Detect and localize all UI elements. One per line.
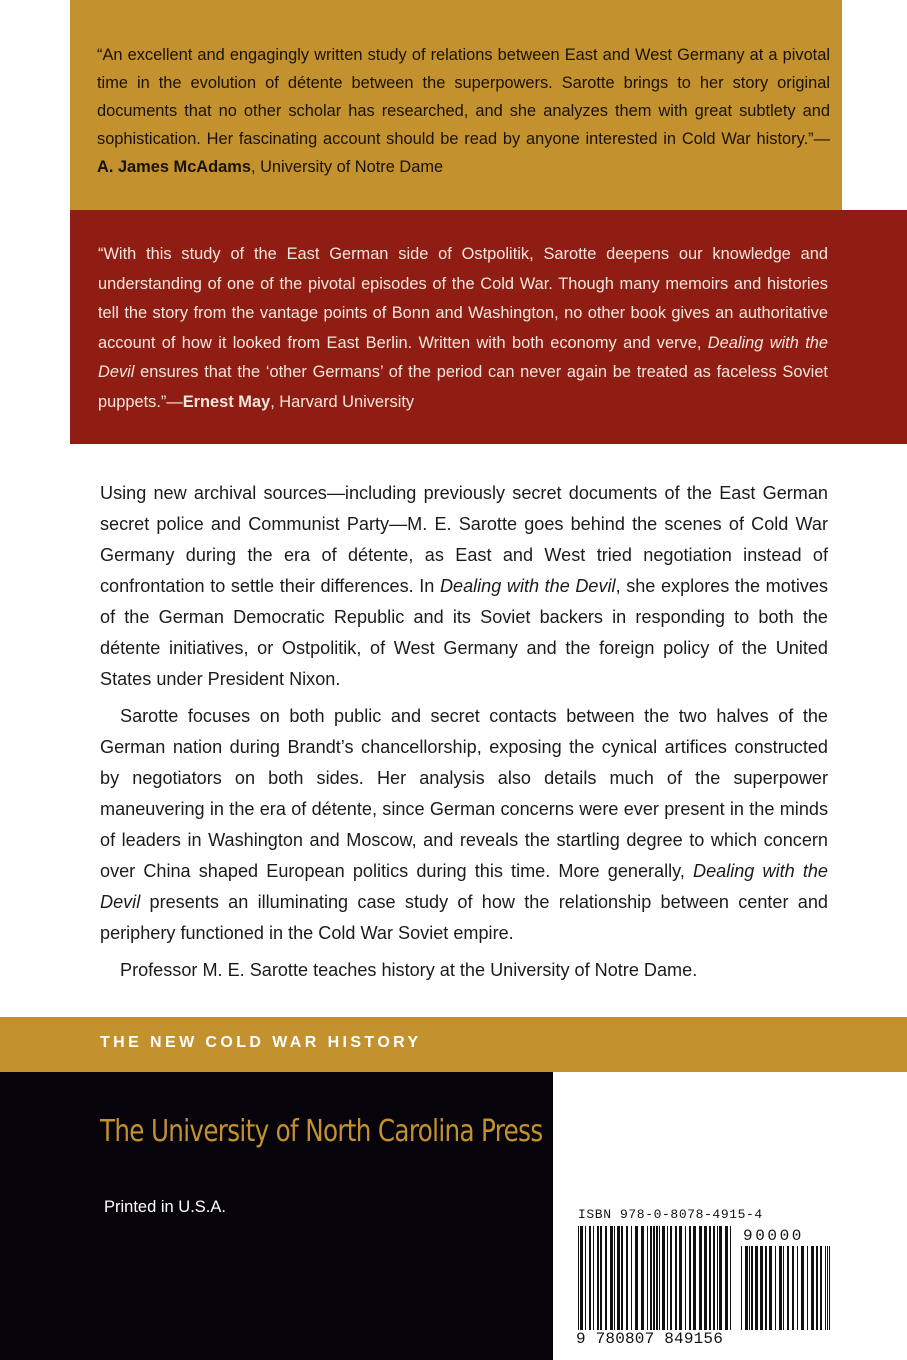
- barcode-bar: [653, 1226, 655, 1330]
- ean-digits: 9 780807 849156: [576, 1330, 724, 1348]
- barcode-bar: [647, 1226, 648, 1330]
- barcode-bar: [670, 1226, 672, 1330]
- barcode-bar: [667, 1226, 668, 1330]
- description-paragraph: Using new archival sources—including previously secret documents of the East German secret police and Communist Party—M. E. Sarotte goes behind the scenes of Cold War Germany during the era of détente, as East and West tried negotiation instead of confrontation to settle their differences. In Dealing with the Devil, she explores the motives of the German Democratic Republic and its Soviet backers in responding to both the détente initiatives, or Ostpolitik, of West Germany and the foreign policy of the United States under President Nixon.: [100, 483, 828, 689]
- barcode-bar: [730, 1226, 731, 1330]
- barcode-bar: [760, 1246, 763, 1330]
- barcode-bar: [605, 1226, 607, 1330]
- quote-author: A. James McAdams: [97, 158, 251, 176]
- barcode-bar: [693, 1226, 696, 1330]
- barcode-bar: [597, 1226, 599, 1330]
- barcode-bar: [585, 1226, 586, 1330]
- book-title: Dealing with the Devil: [439, 576, 616, 596]
- book-title: Dealing with the Devil: [100, 861, 828, 912]
- barcode-bar: [600, 1226, 602, 1330]
- barcode-bar: [820, 1246, 822, 1330]
- barcode-bar: [719, 1226, 722, 1330]
- barcode-bar: [725, 1226, 728, 1330]
- barcode-bar: [621, 1226, 623, 1330]
- addon-barcode: [740, 1246, 832, 1330]
- addon-digits: 90000: [743, 1227, 805, 1245]
- description-paragraph: Sarotte focuses on both public and secret contacts between the two halves of the German nation during Brandt’s chancellorship, exposing the cynical artifices constructed by negotiators on both sides. Her analysis also details much of the superpower maneuvering in the era of détente, since German concerns were ever present in the minds of leaders in Washington and Moscow, and reveals the startling degree to which concern over China shaped European politics during this time. More generally, Dealing with the Devil presents an illuminating case study of how the relationship between center and periphery functioned in the Cold War Soviet empire.: [100, 706, 828, 943]
- barcode-bar: [769, 1246, 772, 1330]
- barcode-bar: [709, 1226, 711, 1330]
- barcode-bar: [775, 1246, 776, 1330]
- barcode-bar: [662, 1226, 665, 1330]
- barcode-bar: [765, 1246, 767, 1330]
- barcode-bar: [745, 1246, 748, 1330]
- barcode-bar: [783, 1246, 784, 1330]
- barcode-bar: [614, 1226, 615, 1330]
- barcode-bar: [792, 1246, 794, 1330]
- series-band: [0, 1017, 907, 1072]
- barcode-bar: [589, 1226, 591, 1330]
- author-bio: Professor M. E. Sarotte teaches history at the University of Notre Dame.: [120, 960, 698, 980]
- publisher-panel: [0, 1072, 553, 1360]
- barcode-bar: [704, 1226, 707, 1330]
- barcode-bar: [829, 1246, 830, 1330]
- barcode-bar: [578, 1226, 579, 1330]
- endorsement-quote-may: “With this study of the East German side of Ostpolitik, Sarotte deepens our knowledge and understanding of one of the pivotal episodes of the Cold War. Though many memoirs and histories tell the story from the vantage points of Bonn and Washington, no other book gives an authoritative account of how it looked from East Berlin. Written with both economy and verve, Dealing with the Devil ensures that the ‘other Germans’ of the period can never again be treated as faceless Soviet puppets.”—Ernest May, Harvard University: [98, 245, 828, 411]
- barcode-bar: [827, 1246, 828, 1330]
- endorsement-panel-gold: [70, 0, 842, 210]
- barcode-bar: [825, 1246, 826, 1330]
- barcode-bar: [699, 1226, 702, 1330]
- barcode-bar: [617, 1226, 620, 1330]
- book-title: Dealing with the Devil: [98, 333, 828, 381]
- barcode-bar: [811, 1246, 814, 1330]
- barcode-bar: [816, 1246, 818, 1330]
- barcode-bar: [779, 1246, 782, 1330]
- barcode-bar: [749, 1246, 750, 1330]
- barcode-bar: [593, 1226, 594, 1330]
- barcode-bar: [679, 1226, 682, 1330]
- barcode-bar: [751, 1246, 753, 1330]
- barcode-bar: [656, 1226, 658, 1330]
- endorsement-panel-red: [70, 210, 907, 444]
- quote-author: Ernest May: [182, 392, 271, 411]
- printed-in: Printed in U.S.A.: [104, 1198, 226, 1216]
- barcode-bar: [641, 1226, 644, 1330]
- endorsement-quote-mcadams: “An excellent and engagingly written study of relations between East and West Germany at a pivotal time in the evolution of détente between the superpowers. Sarotte brings to her story original documents that no other scholar has researched, and she analyzes them with great subtlety and sophistication. Her fascinating account should be read by anyone interested in Cold War history.”—A. James McAdams, University of Notre Dame: [97, 46, 830, 176]
- barcode-bar: [675, 1226, 677, 1330]
- barcode-bar: [650, 1226, 652, 1330]
- isbn-label: ISBN 978-0-8078-4915-4: [578, 1207, 763, 1222]
- barcode-bar: [631, 1226, 632, 1330]
- barcode-bar: [801, 1246, 804, 1330]
- barcode-bar: [689, 1226, 691, 1330]
- barcode-bar: [659, 1226, 660, 1330]
- barcode-bar: [610, 1226, 613, 1330]
- barcode-bar: [626, 1226, 628, 1330]
- book-description: [100, 478, 828, 986]
- barcode-bar: [787, 1246, 789, 1330]
- publisher-name: The University of North Carolina Press: [100, 1114, 543, 1149]
- barcode-bar: [755, 1246, 758, 1330]
- barcode-bar: [580, 1226, 583, 1330]
- barcode-bar: [635, 1226, 638, 1330]
- barcode-bar: [807, 1246, 808, 1330]
- barcode-bar: [797, 1246, 798, 1330]
- series-title: THE NEW COLD WAR HISTORY: [100, 1034, 422, 1051]
- barcode-bar: [713, 1226, 715, 1330]
- barcode-bar: [717, 1226, 718, 1330]
- barcode-bar: [741, 1246, 742, 1330]
- ean-barcode: [577, 1226, 735, 1330]
- barcode-bar: [685, 1226, 686, 1330]
